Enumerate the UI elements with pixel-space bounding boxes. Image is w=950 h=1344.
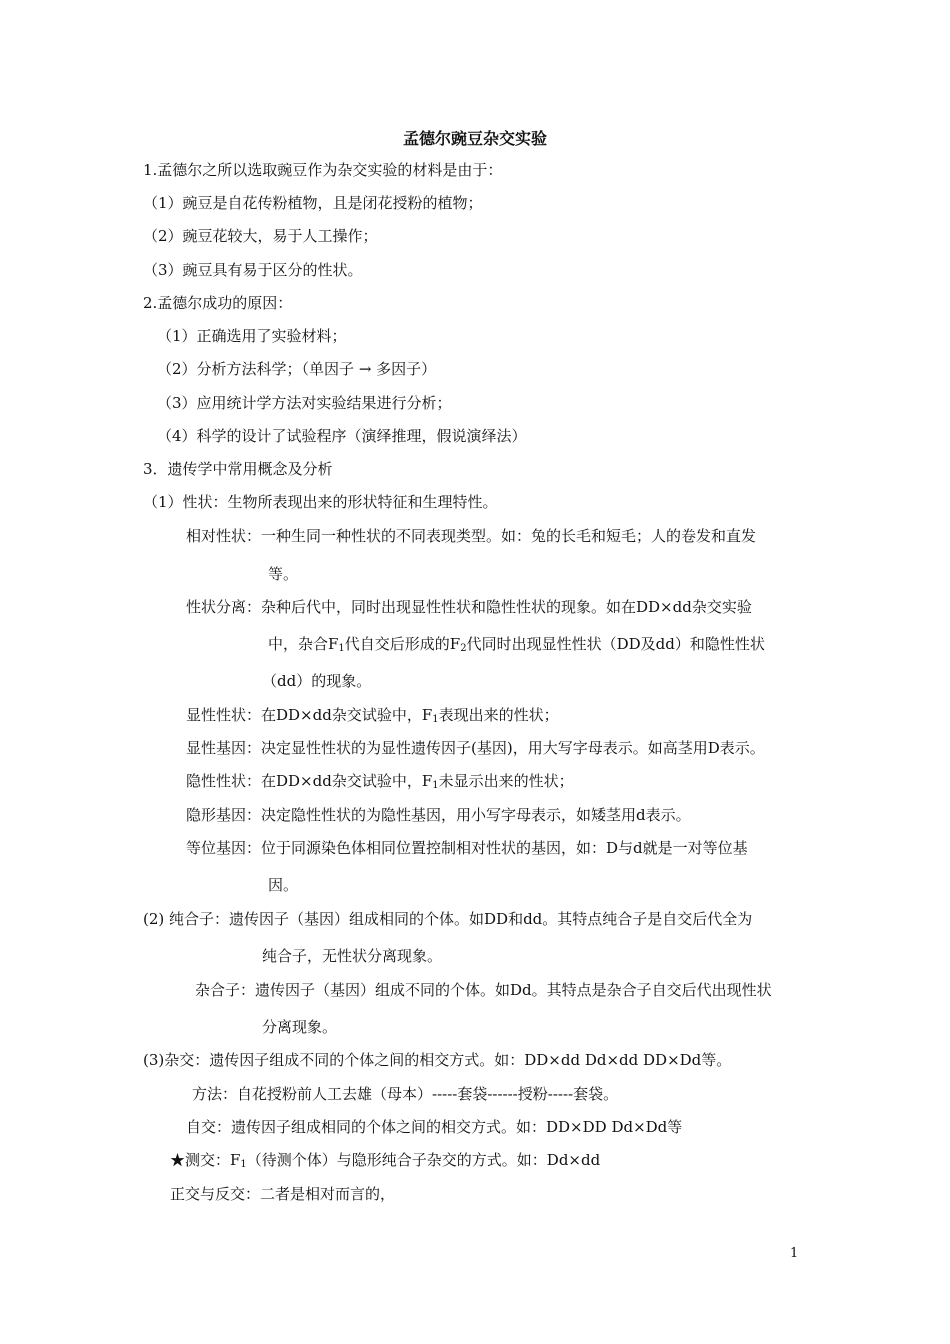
allele-line-2: 因。 [268,876,299,894]
section-2-item-1: （1）正确选用了实验材料； [157,327,347,345]
hybridization: (3)杂交：遗传因子组成不同的个体之间的相交方式。如：DD×dd Dd×dd DD×Dd等。 [143,1051,732,1069]
f1-subscript: 1 [432,714,439,725]
segregation-text-c: 代同时出现显性性状（DD及dd）和隐性性状 [466,635,765,653]
segregation-line-2 [268,634,765,654]
trait-definition: （1）性状：生物所表现出来的形状特征和生理特性。 [143,493,498,511]
f2-subscript: 2 [460,643,467,654]
test-cross-text-a: ★测交：F [170,1151,241,1169]
f1-subscript: 1 [338,643,345,654]
section-1-item-2: （2）豌豆花较大，易于人工操作； [143,227,378,245]
section-1-item-1: （1）豌豆是自花传粉植物，且是闭花授粉的植物； [143,194,483,212]
section-1-item-3: （3）豌豆具有易于区分的性状。 [143,261,363,279]
relative-trait-line-1: 相对性状：一种生同一种性状的不同表现类型。如：兔的长毛和短毛；人的卷发和直发 [186,527,757,545]
heterozygote-line-2: 分离现象。 [262,1018,338,1036]
recessive-trait [186,771,574,791]
section-2-heading: 2.孟德尔成功的原因： [143,294,293,312]
test-cross-text-b: （待测个体）与隐形纯合子杂交的方式。如：Dd×dd [246,1151,601,1169]
recessive-trait-text-a: 隐性性状：在DD×dd杂交试验中，F [186,772,433,790]
segregation-text-b: 代自交后形成的F [344,635,461,653]
heterozygote-line-1: 杂合子：遗传因子（基因）组成不同的个体。如Dd。其特点是杂合子自交后代出现性状 [195,981,772,999]
recessive-trait-text-b: 未显示出来的性状； [438,772,574,790]
segregation-line-1: 性状分离：杂种后代中，同时出现显性性状和隐性性状的现象。如在DD×dd杂交实验 [186,598,752,616]
allele-line-1: 等位基因：位于同源染色体相同位置控制相对性状的基因，如：D与d就是一对等位基 [186,839,748,857]
f1-subscript: 1 [432,780,439,791]
dominant-trait [186,705,559,725]
test-cross [170,1150,600,1170]
section-1-heading: 1.孟德尔之所以选取豌豆作为杂交实验的材料是由于： [143,161,503,179]
page-number: 1 [790,1246,799,1261]
page-title: 孟德尔豌豆杂交实验 [402,129,547,148]
homozygote-line-1: (2) 纯合子：遗传因子（基因）组成相同的个体。如DD和dd。其特点纯合子是自交后代全为 [143,910,753,928]
self-cross: 自交：遗传因子组成相同的个体之间的相交方式。如：DD×DD Dd×Dd等 [186,1118,683,1136]
segregation-line-3: （dd）的现象。 [262,672,372,690]
reciprocal-cross: 正交与反交：二者是相对而言的， [170,1185,396,1203]
dominant-trait-text-a: 显性性状：在DD×dd杂交试验中，F [186,706,433,724]
section-2-item-4: （4）科学的设计了试验程序（演绎推理，假说演绎法） [157,427,527,445]
relative-trait-line-2: 等。 [268,565,299,583]
section-2-item-3: （3）应用统计学方法对实验结果进行分析； [157,394,452,412]
homozygote-line-2: 纯合子，无性状分离现象。 [262,947,443,965]
hybridization-method: 方法：自花授粉前人工去雄（母本）-----套袋------授粉-----套袋。 [192,1085,619,1103]
recessive-gene: 隐形基因：决定隐性性状的为隐性基因，用小写字母表示，如矮茎用d表示。 [186,806,691,824]
segregation-text-a: 中，杂合F [268,635,339,653]
section-3-heading: 3．遗传学中常用概念及分析 [143,460,333,478]
dominant-gene: 显性基因：决定显性性状的为显性遗传因子(基因)，用大写字母表示。如高茎用D表示。 [186,739,765,757]
dominant-trait-text-b: 表现出来的性状； [438,706,559,724]
section-2-item-2: （2）分析方法科学；（单因子 → 多因子） [157,360,437,378]
f1-subscript: 1 [240,1159,247,1170]
